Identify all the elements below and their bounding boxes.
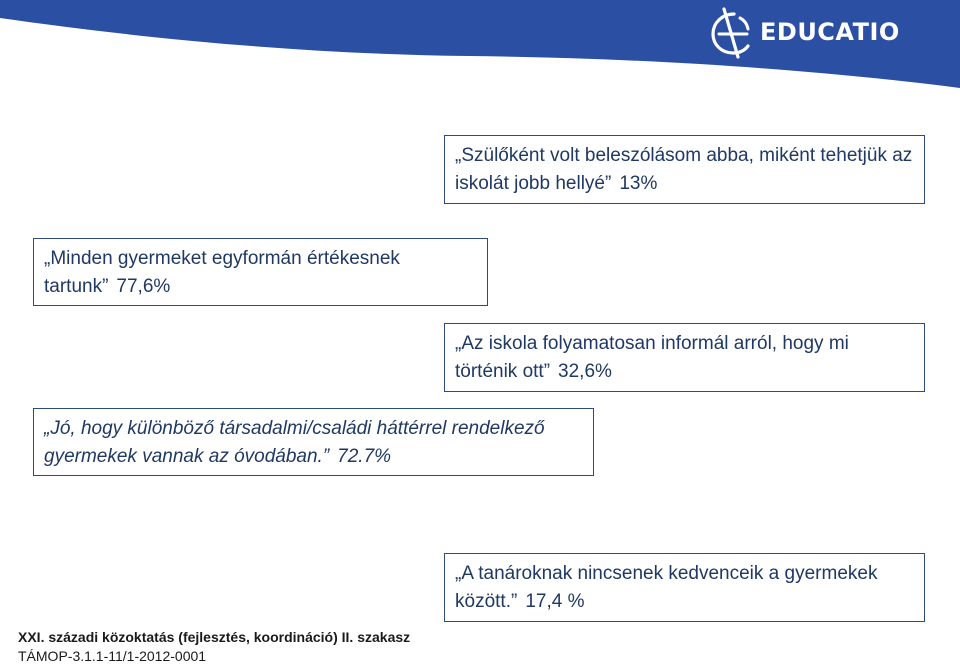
educatio-logo (704, 4, 900, 60)
footer-program-title: XXI. századi közoktatás (fejlesztés, koordináció) II. szakasz (18, 629, 411, 645)
quote-text: „Az iskola folyamatosan informál arról, hogy mi történik ott” (455, 333, 849, 382)
quote-text: „Minden gyermeket egyformán értékesnek tartunk” (44, 248, 400, 297)
footer-project-code: TÁMOP-3.1.1-11/1-2012-0001 (18, 648, 207, 664)
quote-box-no-favourites (444, 553, 925, 622)
educatio-logo-icon (704, 4, 756, 60)
quote-percent: 32,6% (558, 361, 612, 382)
footer (18, 628, 410, 666)
quote-box-parents-say (444, 135, 925, 204)
quote-box-equally-valued (33, 238, 488, 306)
quote-percent: 72.7% (337, 446, 392, 467)
quote-box-diverse-backgrounds (33, 408, 594, 476)
educatio-logo-text: EDUCATIO (760, 18, 900, 46)
quote-percent: 13% (619, 173, 658, 194)
quote-text: „Szülőként volt beleszólásom abba, miként tehetjük az iskolát jobb hellyé” (455, 145, 913, 194)
quote-text: „A tanároknak nincsenek kedvenceik a gyermekek között.” (455, 563, 878, 612)
quote-box-school-informs (444, 323, 925, 392)
quote-text: „Jó, hogy különböző társadalmi/családi háttérrel rendelkező gyermekek vannak az óvodában.” (44, 418, 545, 467)
quote-percent: 17,4 % (525, 591, 585, 612)
quote-percent: 77,6% (116, 276, 171, 297)
